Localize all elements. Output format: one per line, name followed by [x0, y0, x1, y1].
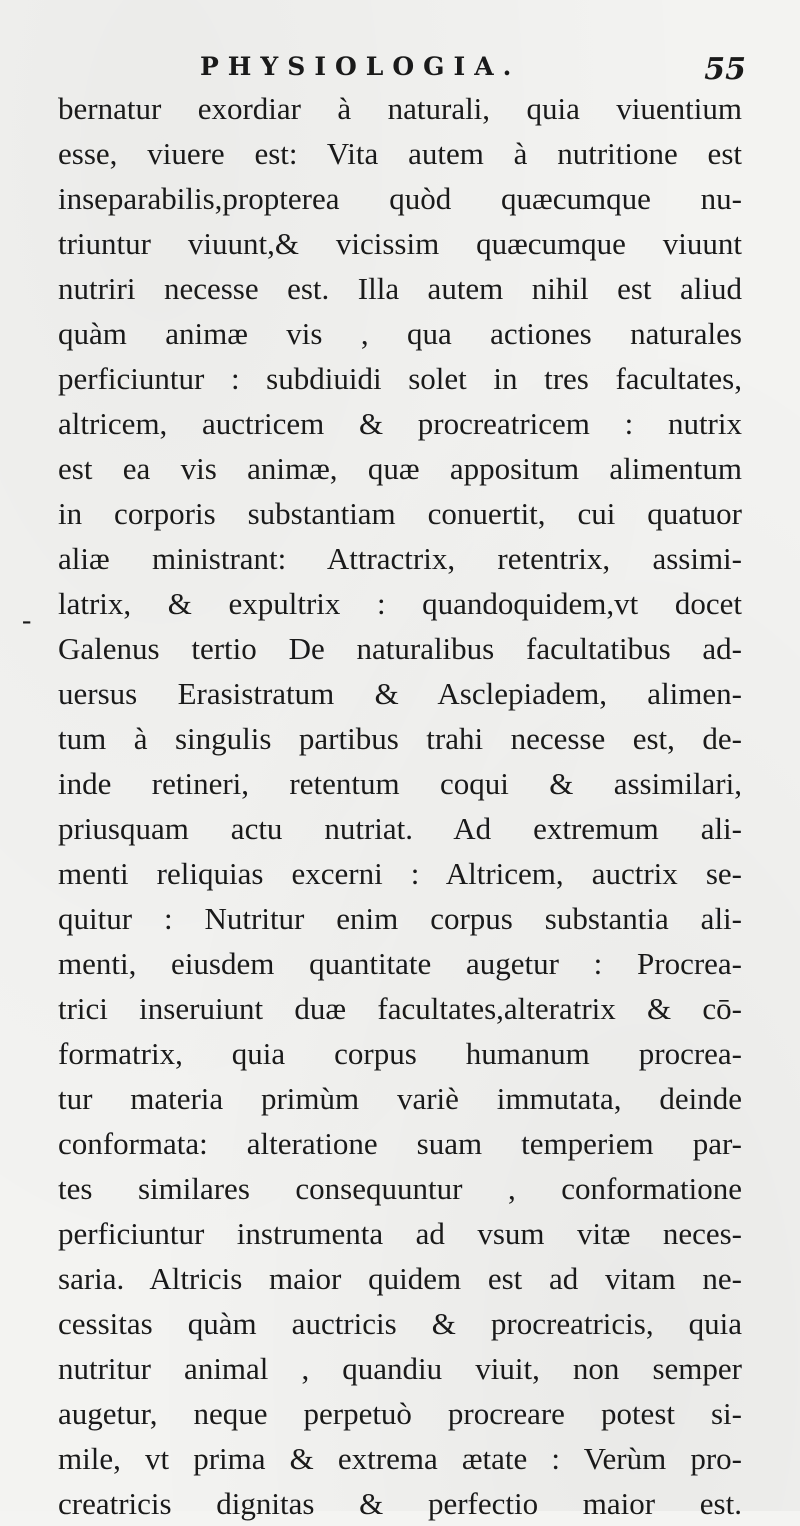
- text-line: augetur, neque perpetuò procreare potest si-: [58, 1396, 742, 1431]
- text-line: quitur : Nutritur enim corpus substantia ali-: [58, 901, 742, 936]
- text-line: nutritur animal , quandiu viuit, non semper: [58, 1351, 742, 1386]
- page-number: 55: [704, 52, 746, 87]
- text-line: latrix, & expultrix : quandoquidem,vt docet: [58, 586, 742, 621]
- text-line: tum à singulis partibus trahi necesse est, de-: [58, 721, 742, 756]
- text-line: menti, eiusdem quantitate augetur : Procrea-: [58, 946, 742, 981]
- text-line: altricem, auctricem & procreatricem : nutrix: [58, 406, 742, 441]
- text-line: tur materia primùm variè immutata, deinde: [58, 1081, 742, 1116]
- text-line: est ea vis animæ, quæ appositum alimentum: [58, 451, 742, 486]
- text-line: in corporis substantiam conuertit, cui quatuor: [58, 496, 742, 531]
- text-line: creatricis dignitas & perfectio maior est.: [58, 1486, 742, 1521]
- text-line: tes similares consequuntur , conformatione: [58, 1171, 742, 1206]
- text-line: mile, vt prima & extrema ætate : Verùm pro-: [58, 1441, 742, 1476]
- margin-mark: -: [22, 605, 32, 636]
- text-line: inde retineri, retentum coqui & assimilari,: [58, 766, 742, 801]
- running-title: PHYSIOLOGIA.: [200, 52, 521, 81]
- text-line: priusquam actu nutriat. Ad extremum ali-: [58, 811, 742, 846]
- text-line: triuntur viuunt,& vicissim quæcumque viuunt: [58, 226, 742, 261]
- body-text: [58, 86, 742, 1526]
- text-line: aliæ ministrant: Attractrix, retentrix, assimi-: [58, 541, 742, 576]
- text-line: quàm animæ vis , qua actiones naturales: [58, 316, 742, 351]
- text-line: menti reliquias excerni : Altricem, auctrix se-: [58, 856, 742, 891]
- text-line: Galenus tertio De naturalibus facultatibus ad-: [58, 631, 742, 666]
- text-line: bernatur exordiar à naturali, quia viuentium: [58, 91, 742, 126]
- text-line: esse, viuere est: Vita autem à nutritione est: [58, 136, 742, 171]
- text-line: conformata: alteratione suam temperiem par-: [58, 1126, 742, 1161]
- text-line: nutriri necesse est. Illa autem nihil est aliud: [58, 271, 742, 306]
- text-line: formatrix, quia corpus humanum procrea-: [58, 1036, 742, 1071]
- text-line: perficiuntur instrumenta ad vsum vitæ neces-: [58, 1216, 742, 1251]
- text-line: saria. Altricis maior quidem est ad vitam ne-: [58, 1261, 742, 1296]
- text-line: uersus Erasistratum & Asclepiadem, alimen-: [58, 676, 742, 711]
- text-line: cessitas quàm auctricis & procreatricis, quia: [58, 1306, 742, 1341]
- text-line: trici inseruiunt duæ facultates,alteratrix & cō-: [58, 991, 742, 1026]
- text-line: inseparabilis,propterea quòd quæcumque nu-: [58, 181, 742, 216]
- text-line: perficiuntur : subdiuidi solet in tres facultates,: [58, 361, 742, 396]
